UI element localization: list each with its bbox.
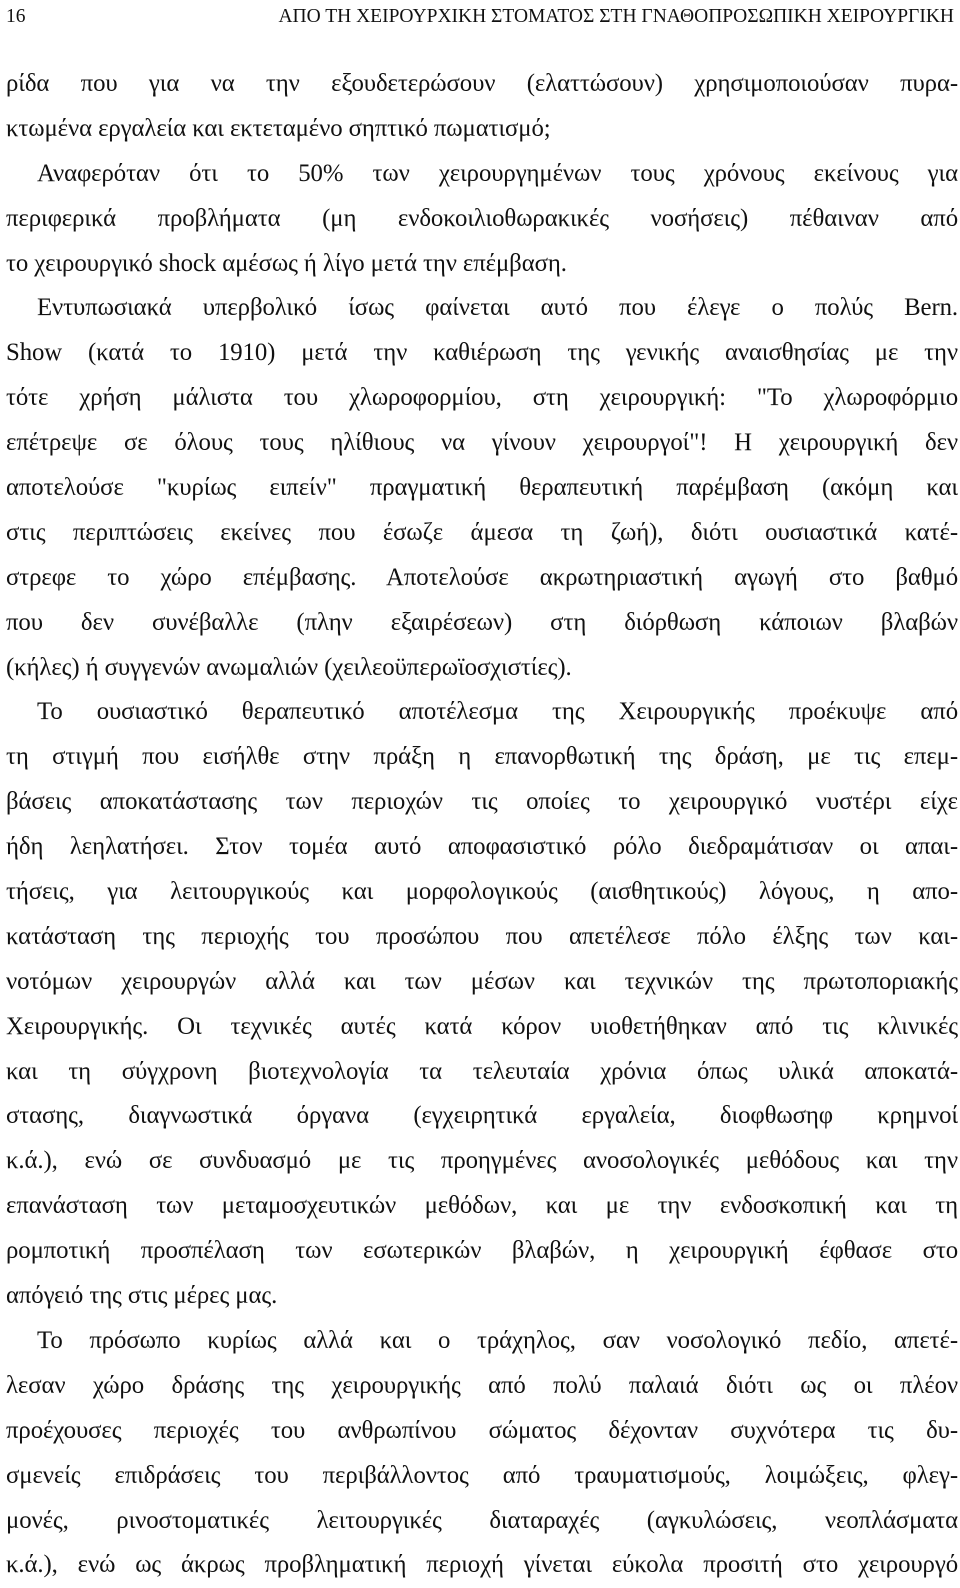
- text-line: το χειρουργικό shock αμέσως ή λίγο μετά την επέμβαση.: [6, 249, 567, 277]
- text-line: Το ουσιαστικό θεραπευτικό αποτέλεσμα της Χειρουργικής προέκυψε από: [37, 698, 958, 726]
- text-line: απόγειό της στις μέρες μας.: [6, 1282, 278, 1310]
- text-line: στασης, διαγνωστικά όργανα (εγχειρητικά εργαλεία, διοφθωσηφ κρημνοί: [6, 1102, 958, 1130]
- text-line: στρεφε το χώρο επέμβασης. Αποτελούσε ακρωτηριαστική αγωγή στο βαθμό: [6, 563, 958, 591]
- text-line: και τη σύγχρονη βιοτεχνολογία τα τελευταία χρόνια όπως υλικά αποκατά-: [6, 1057, 958, 1085]
- text-line: περιφερικά προβλήματα (μη ενδοκοιλιοθωρακικές νοσήσεις) πέθαιναν από: [6, 204, 958, 232]
- text-line: (κήλες) ή συγγενών ανωμαλιών (χειλεοϋπερωϊοσχιστίες).: [6, 653, 572, 681]
- text-line: τήσεις, για λειτουργικούς και μορφολογικούς (αισθητικούς) λόγους, η απο-: [6, 878, 958, 906]
- text-line: ρίδα που για να την εξουδετερώσουν (ελαττώσουν) χρησιμοποιούσαν πυρα-: [6, 70, 958, 97]
- text-line: κτωμένα εργαλεία και εκτεταμένο σηπτικό πωματισμό;: [6, 114, 551, 142]
- page-header: [6, 2, 954, 32]
- text-line: ήδη λεηλατήσει. Στον τομέα αυτό αποφασιστικό ρόλο διεδραμάτισαν οι απαι-: [6, 833, 958, 861]
- body-text: [6, 62, 958, 1588]
- text-line: κατάσταση της περιοχής του προσώπου που απετέλεσε πόλο έλξης των και-: [6, 922, 958, 950]
- text-line: προέχουσες περιοχές του ανθρωπίνου σώματος δέχονταν συχνότερα τις δυ-: [6, 1416, 958, 1444]
- text-line: Εντυπωσιακά υπερβολικό ίσως φαίνεται αυτό που έλεγε ο πολύς Bern.: [37, 294, 958, 322]
- text-line: αποτελούσε "κυρίως ειπείν" πραγματική θεραπευτική παρέμβαση (ακόμη και: [6, 474, 958, 502]
- text-line: κ.ά.), ενώ ως άκρως προβληματική περιοχή γίνεται εύκολα προσιτή στο χειρουργό: [6, 1551, 958, 1579]
- text-line: ρομποτική προσπέλαση των εσωτερικών βλαβών, η χειρουργική έφθασε στο: [6, 1237, 958, 1265]
- text-line: τη στιγμή που εισήλθε στην πράξη η επανορθωτική της δράση, με τις επεμ-: [6, 743, 958, 771]
- text-line: επανάσταση των μεταμοσχευτικών μεθόδων, και με την ενδοσκοπική και τη: [6, 1192, 958, 1220]
- text-line: που δεν συνέβαλλε (πλην εξαιρέσεων) στη διόρθωση κάποιων βλαβών: [6, 608, 958, 636]
- text-line: λεσαν χώρο δράσης της χειρουργικής από πολύ παλαιά διότι ως οι πλέον: [6, 1371, 958, 1399]
- text-line: βάσεις αποκατάστασης των περιοχών τις οποίες το χειρουργικό νυστέρι είχε: [6, 788, 958, 816]
- running-title: ΑΠΟ ΤΗ ΧΕΙΡΟΥΡΧΙΚΗ ΣΤΟΜΑΤΟΣ ΣΤΗ ΓΝΑΘΟΠΡΟΣΩΠΙΚΗ ΧΕΙΡΟΥΡΓΙΚΗ: [278, 6, 954, 27]
- page-number: 16: [6, 6, 26, 27]
- text-line: τότε χρήση μάλιστα του χλωροφορμίου, στη χειρουργική: "Το χλωροφόρμιο: [6, 384, 958, 412]
- text-line: νοτόμων χειρουργών αλλά και των μέσων και τεχνικών της πρωτοποριακής: [6, 967, 958, 995]
- text-line: Show (κατά το 1910) μετά την καθιέρωση της γενικής αναισθησίας με την: [6, 339, 958, 367]
- text-line: μονές, ρινοστοματικές λειτουργικές διαταραχές (αγκυλώσεις, νεοπλάσματα: [6, 1506, 958, 1534]
- text-line: Χειρουργικής. Οι τεχνικές αυτές κατά κόρον υιοθετήθηκαν από τις κλινικές: [6, 1012, 958, 1040]
- text-line: επέτρεψε σε όλους τους ηλίθιους να γίνουν χειρουργοί"! Η χειρουργική δεν: [6, 429, 958, 457]
- text-line: στις περιπτώσεις εκείνες που έσωζε άμεσα τη ζωή), διότι ουσιαστικά κατέ-: [6, 518, 958, 546]
- text-line: κ.ά.), ενώ σε συνδυασμό με τις προηγμένες ανοσολογικές μεθόδους και την: [6, 1147, 958, 1175]
- text-line: Το πρόσωπο κυρίως αλλά και ο τράχηλος, σαν νοσολογικό πεδίο, απετέ-: [37, 1326, 958, 1354]
- text-line: Αναφερόταν ότι το 50% των χειρουργημένων τους χρόνους εκείνους για: [37, 159, 958, 187]
- text-line: σμενείς επιδράσεις του περιβάλλοντος από τραυματισμούς, λοιμώξεις, φλεγ-: [6, 1461, 958, 1489]
